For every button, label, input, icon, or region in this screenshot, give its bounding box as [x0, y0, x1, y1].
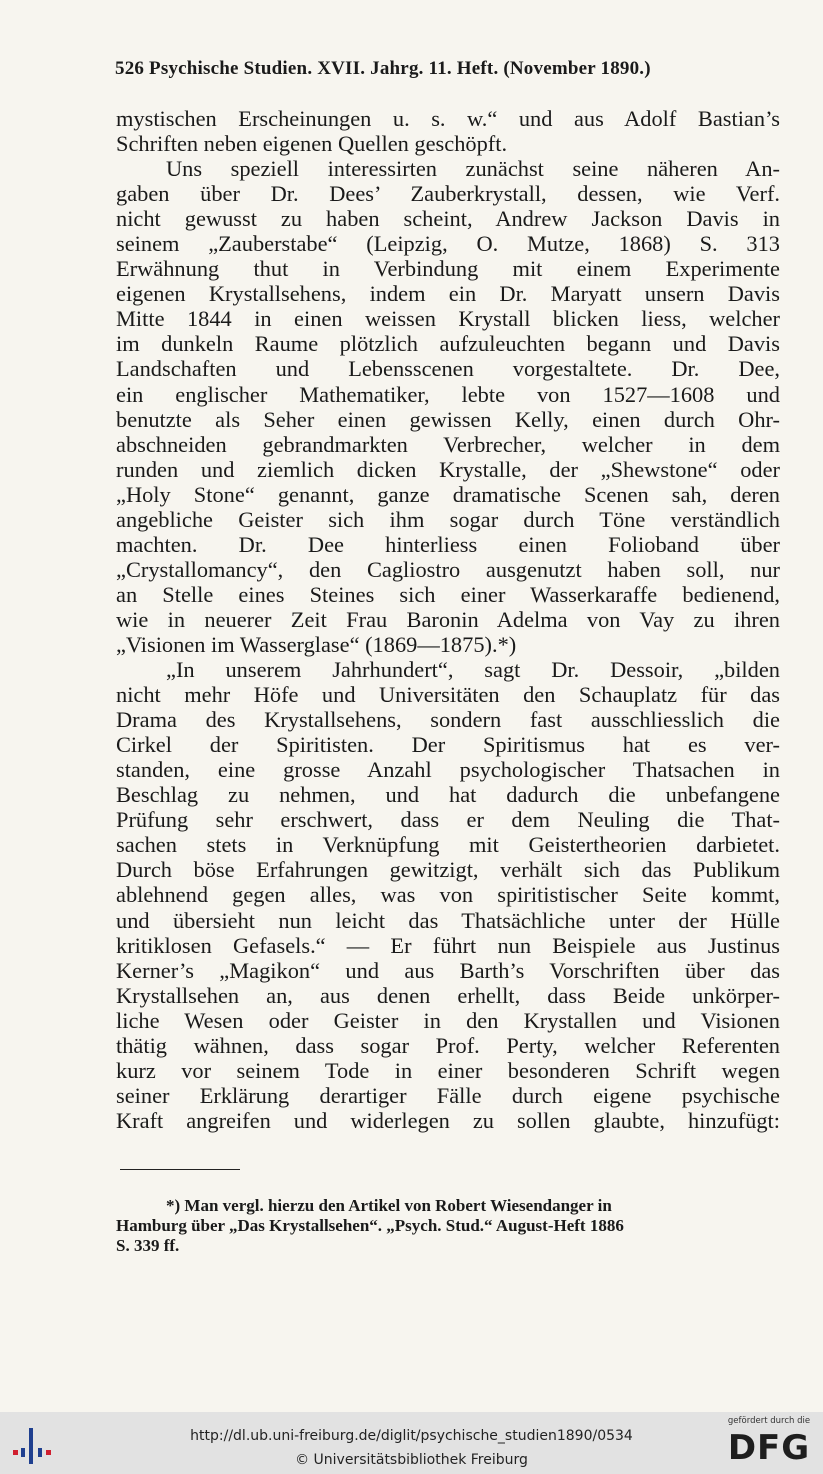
- text-line: liche Wesen oder Geister in den Krystallen und Visionen: [116, 1007, 780, 1033]
- text-line: Prüfung sehr erschwert, dass er dem Neuling die That-: [116, 807, 780, 833]
- text-line: „Holy Stone“ genannt, ganze dramatische Scenen sah, deren: [116, 481, 780, 507]
- dfg-logo: [722, 1416, 816, 1472]
- text-line: Durch böse Erfahrungen gewitzigt, verhält sich das Publikum: [116, 857, 780, 883]
- text-line: ein englischer Mathematiker, lebte von 1527—1608 und: [116, 381, 780, 407]
- text-line: thätig wähnen, dass sogar Prof. Perty, welcher Referenten: [116, 1032, 780, 1058]
- dfg-wordmark: DFG: [727, 1428, 811, 1468]
- text-line: nicht gewusst zu haben scheint, Andrew Jackson Davis in: [116, 206, 780, 232]
- text-line: Uns speziell interessirten zunächst seine näheren An-: [166, 156, 780, 182]
- text-line: Krystallsehen an, aus denen erhellt, dass Beide unkörper-: [116, 982, 780, 1008]
- text-line: machten. Dr. Dee hinterliess einen Folioband über: [116, 531, 780, 557]
- footer-copyright: © Universitätsbibliothek Freiburg: [295, 1452, 528, 1468]
- running-header: [115, 58, 775, 80]
- text-line: sachen stets in Verknüpfung mit Geistertheorien darbietet.: [116, 832, 780, 858]
- viewer-footer: [0, 1412, 823, 1474]
- text-line: eigenen Krystallsehens, indem ein Dr. Maryatt unsern Davis: [116, 281, 780, 307]
- text-line: an Stelle eines Steines sich einer Wasserkaraffe bedienend,: [116, 581, 780, 607]
- text-line: Erwähnung thut in Verbindung mit einem Experimente: [116, 256, 780, 282]
- text-line: standen, eine grosse Anzahl psychologischer Thatsachen in: [116, 757, 780, 783]
- footnote-line: *) Man vergl. hierzu den Artikel von Robert Wiesendanger in: [166, 1196, 612, 1215]
- header-text: 526 Psychische Studien. XVII. Jahrg. 11. Heft. (November 1890.): [115, 58, 651, 79]
- text-line: kritiklosen Gefasels.“ — Er führt nun Beispiele aus Justinus: [116, 932, 780, 958]
- footnote-rule: [120, 1169, 240, 1170]
- footnote-line: S. 339 ff.: [116, 1236, 180, 1255]
- text-line: Landschaften und Lebensscenen vorgestaltete. Dr. Dee,: [116, 356, 780, 382]
- text-line: „Crystallomancy“, den Cagliostro ausgenutzt haben soll, nur: [116, 556, 780, 582]
- text-line: gaben über Dr. Dees’ Zauberkrystall, dessen, wie Verf.: [116, 181, 780, 207]
- text-line: ablehnend gegen alles, was von spiritistischer Seite kommt,: [116, 882, 780, 908]
- text-line: Beschlag zu nehmen, und hat dadurch die unbefangene: [116, 782, 780, 808]
- text-line: angebliche Geister sich ihm sogar durch Töne verständlich: [116, 506, 780, 532]
- main-text: [116, 106, 780, 1133]
- dfg-caption: gefördert durch die: [727, 1416, 811, 1426]
- text-line: nicht mehr Höfe und Universitäten den Schauplatz für das: [116, 682, 780, 708]
- text-line: wie in neuerer Zeit Frau Baronin Adelma von Vay zu ihren: [116, 606, 780, 632]
- text-line: Mitte 1844 in einen weissen Krystall blicken liess, welcher: [116, 306, 780, 332]
- text-line: runden und ziemlich dicken Krystalle, der „Shewstone“ oder: [116, 456, 780, 482]
- footnote-line: Hamburg über „Das Krystallsehen“. „Psych. Stud.“ August-Heft 1886: [116, 1216, 624, 1235]
- text-line: mystischen Erscheinungen u. s. w.“ und aus Adolf Bastian’s: [116, 106, 780, 131]
- text-line: Kerner’s „Magikon“ und aus Barth’s Vorschriften über das: [116, 957, 780, 983]
- text-line: Schriften neben eigenen Quellen geschöpft.: [116, 131, 508, 157]
- text-line: seinem „Zauberstabe“ (Leipzig, O. Mutze, 1868) S. 313: [116, 231, 780, 257]
- text-line: kurz vor seinem Tode in einer besonderen Schrift wegen: [116, 1057, 780, 1083]
- text-line: und übersieht nun leicht das Thatsächliche unter der Hülle: [116, 907, 780, 933]
- text-line: Kraft angreifen und widerlegen zu sollen glaubte, hinzufügt:: [116, 1107, 780, 1133]
- text-line: im dunkeln Raume plötzlich aufzuleuchten begann und Davis: [116, 331, 780, 357]
- footer-url[interactable]: http://dl.ub.uni-freiburg.de/diglit/psychische_studien1890/0534: [190, 1428, 633, 1444]
- text-line: Cirkel der Spiritisten. Der Spiritismus hat es ver-: [116, 732, 780, 758]
- text-line: seiner Erklärung derartiger Fälle durch eigene psychische: [116, 1082, 780, 1108]
- footnote: [116, 1196, 780, 1256]
- text-line: benutzte als Seher einen gewissen Kelly, einen durch Ohr-: [116, 406, 780, 432]
- text-line: Drama des Krystallsehens, sondern fast ausschliesslich die: [116, 707, 780, 733]
- text-line: „In unserem Jahrhundert“, sagt Dr. Dessoir, „bilden: [166, 657, 780, 683]
- text-line: abschneiden gebrandmarkten Verbrecher, welcher in dem: [116, 431, 780, 457]
- text-line: „Visionen im Wasserglase“ (1869—1875).*): [116, 631, 517, 657]
